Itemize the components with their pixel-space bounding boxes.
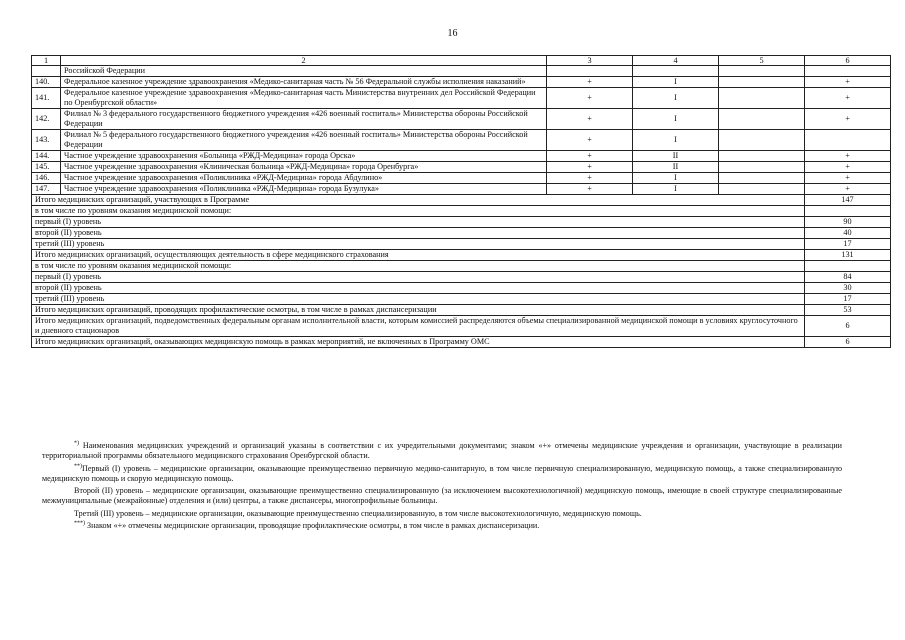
row-col-5 xyxy=(719,130,805,151)
total-oms-label: Итого медицинских организаций, осуществляющих деятельность в сфере медицинского страхования xyxy=(32,250,805,261)
row-col-3: + xyxy=(547,77,633,88)
header-col-6: 6 xyxy=(805,56,891,66)
total-prof-row xyxy=(32,305,891,316)
total-prof-value: 53 xyxy=(805,305,891,316)
row-number: 143. xyxy=(32,130,61,151)
row-col-4: I xyxy=(633,184,719,195)
total-oms-row xyxy=(32,250,891,261)
footnote-1-text: Наименования медицинских учреждений и организаций указаны в соответствии с их учредительными документами; знаком «+» отмечены медицинские учреждения и организации, участвующие в реализации территориальной программы обязательного медицинского страхования Оренбургской области. xyxy=(42,441,842,461)
oms-level3-label: третий (III) уровень xyxy=(32,294,805,305)
footnote-2 xyxy=(42,464,842,485)
total-prof-label: Итого медицинских организаций, проводящих профилактические осмотры, в том числе в рамках диспансеризации xyxy=(32,305,805,316)
row-name: Филиал № 3 федерального государственного бюджетного учреждения «426 военный госпиталь» Министерства обороны Российской Федерации xyxy=(61,109,547,130)
row-col-5 xyxy=(719,77,805,88)
table-header-row xyxy=(32,56,891,66)
row-col-5 xyxy=(719,109,805,130)
level3-label: третий (III) уровень xyxy=(32,239,805,250)
total-federal-label: Итого медицинских организаций, подведомственных федеральным органам исполнительной власти, которым комиссией распределяются объемы специализированной медицинской помощи в условиях круглосуточного и дневного стационаров xyxy=(32,316,805,337)
row-col-5 xyxy=(719,173,805,184)
row-col-6: + xyxy=(805,173,891,184)
row-name: Федеральное казенное учреждение здравоохранения «Медико-санитарная часть Министерства внутренних дел Российской Федерации по Оренбургской области» xyxy=(61,88,547,109)
table-row xyxy=(32,109,891,130)
header-col-1: 1 xyxy=(32,56,61,66)
oms-level2-label: второй (II) уровень xyxy=(32,283,805,294)
row-number: 140. xyxy=(32,77,61,88)
total-non-oms-row xyxy=(32,337,891,348)
row-number: 147. xyxy=(32,184,61,195)
footnote-2-mark: **) xyxy=(74,462,82,469)
row-col-4: I xyxy=(633,77,719,88)
oms-level3-row xyxy=(32,294,891,305)
table-row xyxy=(32,162,891,173)
organizations-table xyxy=(31,55,891,348)
row-col-6: + xyxy=(805,151,891,162)
total-oms-value: 131 xyxy=(805,250,891,261)
header-col-5: 5 xyxy=(719,56,805,66)
row-col-4: II xyxy=(633,151,719,162)
footnote-4 xyxy=(42,509,842,519)
row-col-6: + xyxy=(805,184,891,195)
levels-label: в том числе по уровням оказания медицинской помощи: xyxy=(32,206,805,217)
row-name: Частное учреждение здравоохранения «Клиническая больница «РЖД-Медицина» города Оренбурга» xyxy=(61,162,547,173)
levels-header-row xyxy=(32,206,891,217)
oms-level2-row xyxy=(32,283,891,294)
continuation-text: Российской Федерации xyxy=(61,66,547,77)
header-col-4: 4 xyxy=(633,56,719,66)
footnotes xyxy=(42,441,842,533)
oms-level3-value: 17 xyxy=(805,294,891,305)
header-col-3: 3 xyxy=(547,56,633,66)
row-col-4: I xyxy=(633,88,719,109)
page-number: 16 xyxy=(447,28,458,39)
row-col-3: + xyxy=(547,151,633,162)
row-name: Частное учреждение здравоохранения «Поликлиника «РЖД-Медицина» города Абдулино» xyxy=(61,173,547,184)
table-row xyxy=(32,151,891,162)
row-col-6 xyxy=(805,130,891,151)
header-col-2: 2 xyxy=(61,56,547,66)
footnote-2-text: Первый (I) уровень – медицинские организации, оказывающие преимущественно первичную медико-санитарную, в том числе первичную специализированную, медицинскую помощь, а также специализированную медицинскую помощь и скорую медицинскую помощь. xyxy=(42,463,842,483)
row-col-6: + xyxy=(805,162,891,173)
total-program-row xyxy=(32,195,891,206)
row-number: 141. xyxy=(32,88,61,109)
total-federal-value: 6 xyxy=(805,316,891,337)
level1-value: 90 xyxy=(805,217,891,228)
row-col-6: + xyxy=(805,88,891,109)
row-name: Федеральное казенное учреждение здравоохранения «Медико-санитарная часть № 56 Федеральной службы исполнения наказаний» xyxy=(61,77,547,88)
row-col-3: + xyxy=(547,184,633,195)
row-number: 146. xyxy=(32,173,61,184)
table-row xyxy=(32,173,891,184)
footnote-5-mark: ***) xyxy=(74,520,85,527)
level1-row xyxy=(32,217,891,228)
oms-level2-value: 30 xyxy=(805,283,891,294)
row-col-5 xyxy=(719,162,805,173)
row-col-4: I xyxy=(633,173,719,184)
table-row xyxy=(32,77,891,88)
row-col-3: + xyxy=(547,173,633,184)
row-number: 144. xyxy=(32,151,61,162)
level3-row xyxy=(32,239,891,250)
total-program-value: 147 xyxy=(805,195,891,206)
row-col-3: + xyxy=(547,109,633,130)
total-federal-row xyxy=(32,316,891,337)
table-row-continuation xyxy=(32,66,891,77)
level2-label: второй (II) уровень xyxy=(32,228,805,239)
footnote-1 xyxy=(42,441,842,462)
oms-levels-label: в том числе по уровням оказания медицинской помощи: xyxy=(32,261,805,272)
table-row xyxy=(32,88,891,109)
table-row xyxy=(32,184,891,195)
footnote-3-text: Второй (II) уровень – медицинские организации, оказывающие преимущественно специализированную (за исключением высокотехнологичной) медицинскую помощь, имеющие в своей структуре специализированные межмуниципальные (межрайонные) отделения и (или) центры, а также диспансеры, многопрофильные больницы. xyxy=(42,486,842,506)
row-col-3: + xyxy=(547,88,633,109)
level1-label: первый (I) уровень xyxy=(32,217,805,228)
footnote-5-text: Знаком «+» отмечены медицинские организации, проводящие профилактические осмотры, в том числе в рамках диспансеризации. xyxy=(87,521,540,531)
oms-level1-label: первый (I) уровень xyxy=(32,272,805,283)
footnote-1-mark: *) xyxy=(74,440,79,447)
oms-level1-row xyxy=(32,272,891,283)
row-col-5 xyxy=(719,88,805,109)
footnote-4-text: Третий (III) уровень – медицинские организации, оказывающие преимущественно специализированную, в том числе высокотехнологичную, медицинскую помощь. xyxy=(74,508,642,518)
oms-level1-value: 84 xyxy=(805,272,891,283)
row-col-6: + xyxy=(805,109,891,130)
row-col-4: II xyxy=(633,162,719,173)
row-col-6: + xyxy=(805,77,891,88)
row-col-4: I xyxy=(633,130,719,151)
row-number: 145. xyxy=(32,162,61,173)
row-name: Филиал № 5 федерального государственного бюджетного учреждения «426 военный госпиталь» Министерства обороны Российской Федерации xyxy=(61,130,547,151)
row-number: 142. xyxy=(32,109,61,130)
row-name: Частное учреждение здравоохранения «Поликлиника «РЖД-Медицина» города Бузулука» xyxy=(61,184,547,195)
row-col-3: + xyxy=(547,130,633,151)
level2-value: 40 xyxy=(805,228,891,239)
row-col-4: I xyxy=(633,109,719,130)
table-row xyxy=(32,130,891,151)
footnote-5 xyxy=(42,521,842,531)
footnote-3 xyxy=(42,486,842,507)
total-non-oms-label: Итого медицинских организаций, оказывающих медицинскую помощь в рамках мероприятий, не включенных в Программу ОМС xyxy=(32,337,805,348)
level2-row xyxy=(32,228,891,239)
level3-value: 17 xyxy=(805,239,891,250)
row-col-5 xyxy=(719,151,805,162)
total-non-oms-value: 6 xyxy=(805,337,891,348)
organization-rows xyxy=(32,77,891,195)
total-program-label: Итого медицинских организаций, участвующих в Программе xyxy=(32,195,805,206)
row-col-3: + xyxy=(547,162,633,173)
row-name: Частное учреждение здравоохранения «Больница «РЖД-Медицина» города Орска» xyxy=(61,151,547,162)
oms-levels-header-row xyxy=(32,261,891,272)
row-col-5 xyxy=(719,184,805,195)
